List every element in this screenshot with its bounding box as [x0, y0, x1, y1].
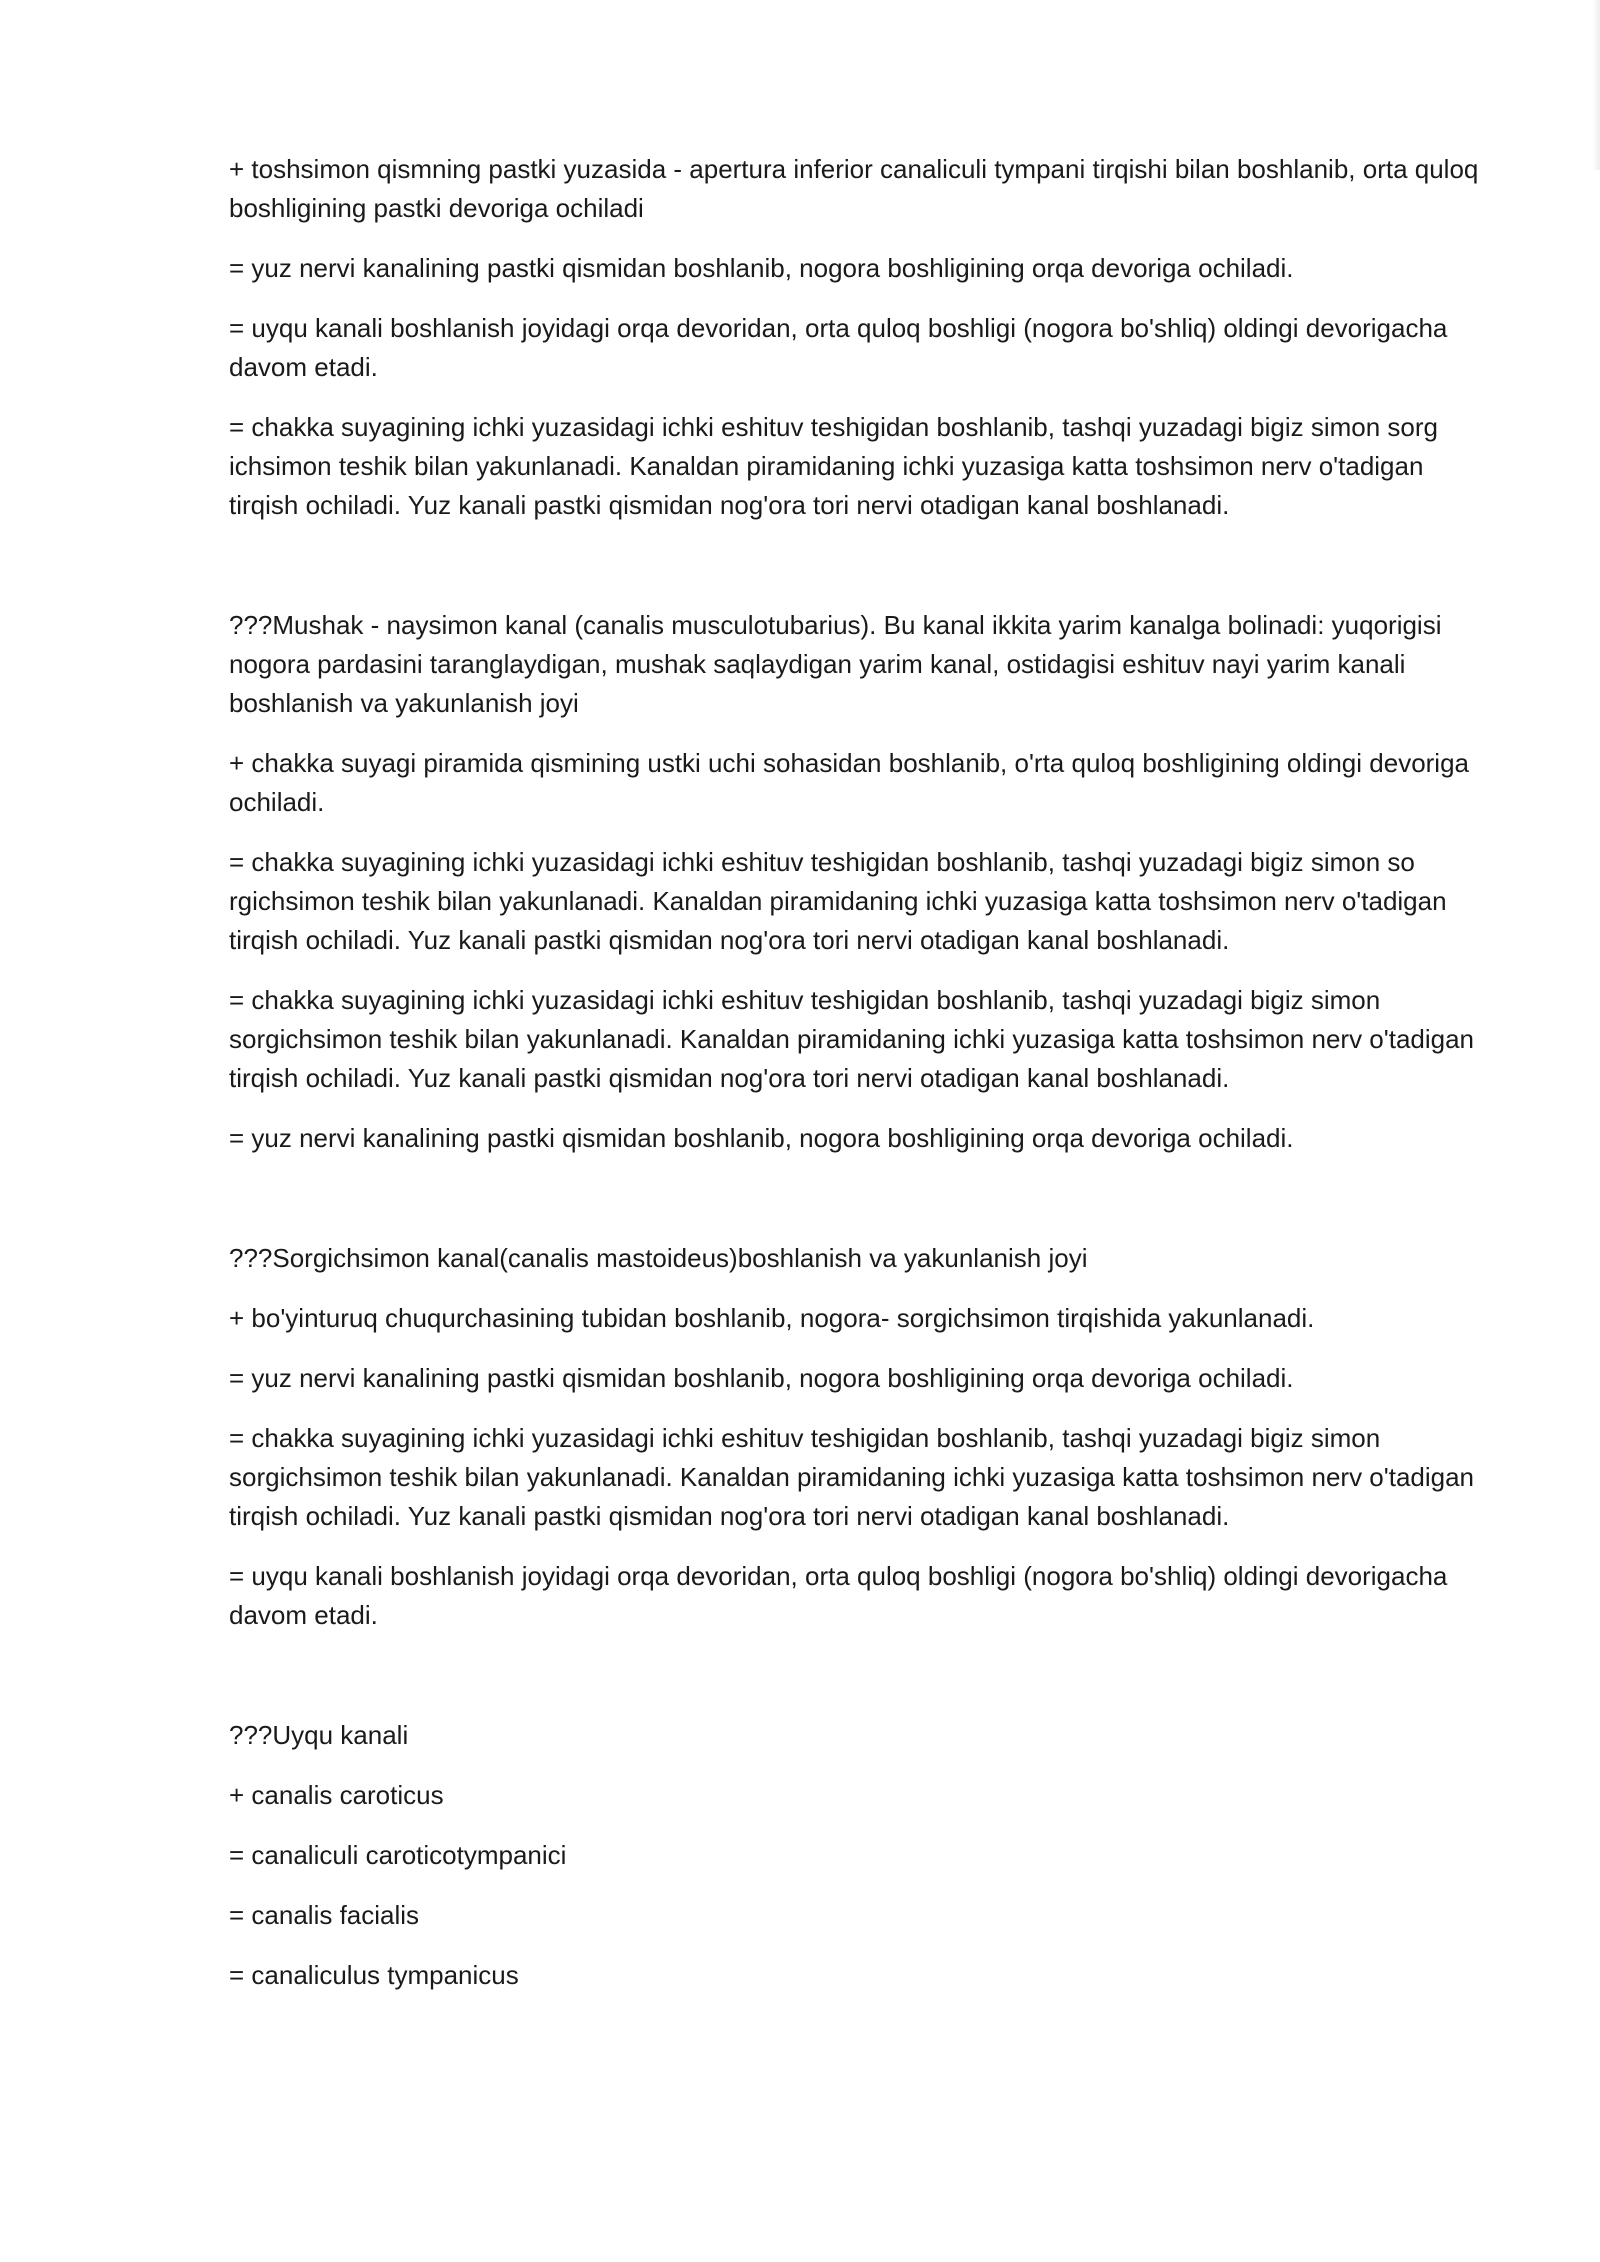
spacer: [229, 1656, 1499, 1716]
answer-option: = chakka suyagining ichki yuzasidagi ichki eshituv teshigidan boshlanib, tashqi yuzadagi bigiz simon sorgichsimon teshik bilan yakunlanadi. Kanaldan piramidaning ichki yuzasiga katta toshsimon nerv o'tadigan tirqish ochiladi. Yuz kanali pastki qismidan nog'ora tori nervi otadigan kanal boshlanadi.: [229, 985, 1475, 1093]
answer-option: = yuz nervi kanalining pastki qismidan boshlanib, nogora boshligining orqa devoriga ochiladi.: [229, 1363, 1294, 1393]
question-prompt: ???Uyqu kanali: [229, 1720, 409, 1750]
question-block: [229, 150, 1499, 525]
answer-option-correct: + canalis caroticus: [229, 1780, 444, 1810]
question-block: [229, 606, 1499, 1158]
answer-option: = uyqu kanali boshlanish joyidagi orqa devoridan, orta quloq boshligi (nogora bo'shliq) oldingi devorigacha davom etadi.: [229, 313, 1448, 382]
answer-option: = chakka suyagining ichki yuzasidagi ichki eshituv teshigidan boshlanib, tashqi yuzadagi bigiz simon sorg ichsimon teshik bilan yakunlanadi. Kanaldan piramidaning ichki yuzasiga katta toshsimon nerv o'tadigan tirqish ochiladi. Yuz kanali pastki qismidan nog'ora tori nervi otadigan kanal boshlanadi.: [229, 412, 1438, 520]
answer-option-correct: + bo'yinturuq chuqurchasining tubidan boshlanib, nogora- sorgichsimon tirqishida yakunlanadi.: [229, 1303, 1315, 1333]
answer-option: = uyqu kanali boshlanish joyidagi orqa devoridan, orta quloq boshligi (nogora bo'shliq) oldingi devorigacha davom etadi.: [229, 1561, 1448, 1630]
answer-option: = chakka suyagining ichki yuzasidagi ichki eshituv teshigidan boshlanib, tashqi yuzadagi bigiz simon sorgichsimon teshik bilan yakunlanadi. Kanaldan piramidaning ichki yuzasiga katta toshsimon nerv o'tadigan tirqish ochiladi. Yuz kanali pastki qismidan nog'ora tori nervi otadigan kanal boshlanadi.: [229, 1423, 1475, 1531]
answer-option: = chakka suyagining ichki yuzasidagi ichki eshituv teshigidan boshlanib, tashqi yuzadagi bigiz simon so rgichsimon teshik bilan yakunlanadi. Kanaldan piramidaning ichki yuzasiga katta toshsimon nerv o'tadigan tirqish ochiladi. Yuz kanali pastki qismidan nog'ora tori nervi otadigan kanal boshlanadi.: [229, 847, 1447, 955]
document-page: [229, 150, 1499, 2016]
page-edge-shadow: [1592, 0, 1600, 170]
answer-option-correct: + chakka suyagi piramida qismining ustki uchi sohasidan boshlanib, o'rta quloq boshligining oldingi devoriga ochiladi.: [229, 748, 1470, 817]
answer-option: = yuz nervi kanalining pastki qismidan boshlanib, nogora boshligining orqa devoriga ochiladi.: [229, 253, 1294, 283]
question-prompt: ???Mushak - naysimon kanal (canalis musculotubarius). Bu kanal ikkita yarim kanalga bolinadi: yuqorigisi nogora pardasini taranglaydigan, mushak saqlaydigan yarim kanal, ostidagisi eshituv nayi yarim kanali boshlanish va yakunlanish joyi: [229, 610, 1442, 718]
spacer: [229, 546, 1499, 606]
question-block: [229, 1716, 1499, 1995]
question-block: [229, 1239, 1499, 1635]
question-prompt: ???Sorgichsimon kanal(canalis mastoideus)boshlanish va yakunlanish joyi: [229, 1243, 1088, 1273]
answer-option: = yuz nervi kanalining pastki qismidan boshlanib, nogora boshligining orqa devoriga ochiladi.: [229, 1123, 1294, 1153]
answer-option: = canaliculi caroticotympanici: [229, 1840, 567, 1870]
answer-option: = canalis facialis: [229, 1900, 420, 1930]
spacer: [229, 1179, 1499, 1239]
answer-option: = canaliculus tympanicus: [229, 1960, 519, 1990]
answer-option-correct: + toshsimon qismning pastki yuzasida - apertura inferior canaliculi tympani tirqishi bilan boshlanib, orta quloq boshligining pastki devoriga ochiladi: [229, 154, 1479, 223]
